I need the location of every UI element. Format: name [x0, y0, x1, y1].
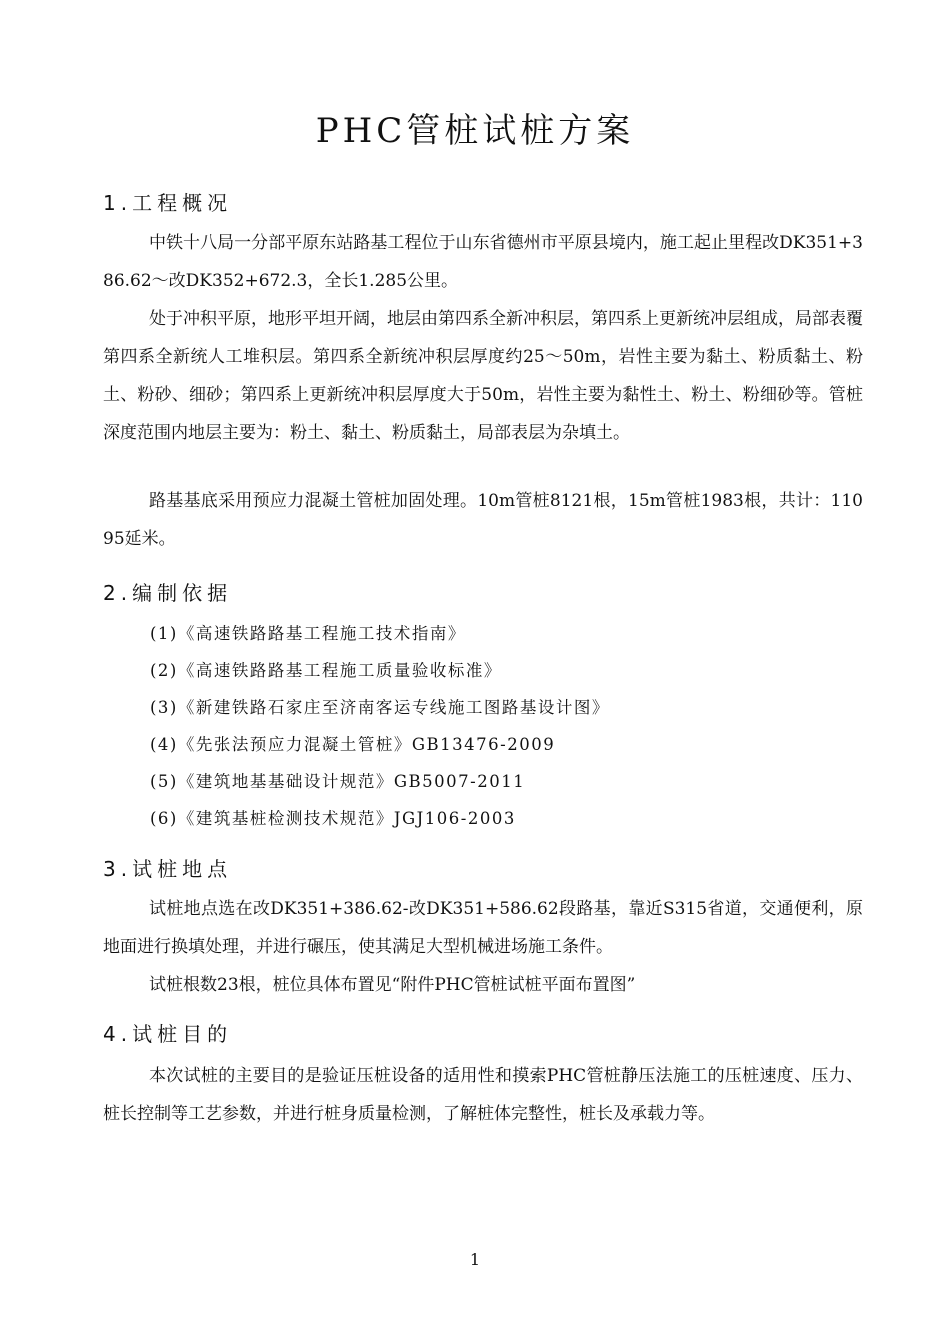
basis-list-item: (3)《新建铁路石家庄至济南客运专线施工图路基设计图》: [150, 698, 610, 717]
section-heading-location: 3.试桩地点: [103, 857, 233, 881]
paragraph-pile-count: 试桩根数23根，桩位具体布置见“附件PHC管桩试桩平面布置图”: [149, 975, 636, 995]
basis-list-item: (1)《高速铁路路基工程施工技术指南》: [150, 624, 466, 643]
basis-list-item: (4)《先张法预应力混凝土管桩》GB13476-2009: [150, 735, 556, 754]
section-heading-basis: 2.编制依据: [103, 581, 233, 605]
paragraph-project-location: 中铁十八局一分部平原东站路基工程位于山东省德州市平原县境内，施工起止里程改DK351+386.62～改DK352+672.3，全长1.285公里。: [103, 233, 863, 291]
page-number: 1: [469, 1250, 481, 1269]
section-heading-overview: 1.工程概况: [103, 191, 233, 215]
section-heading-purpose: 4.试桩目的: [103, 1022, 233, 1046]
basis-list-item: (5)《建筑地基基础设计规范》GB5007-2011: [150, 772, 526, 791]
basis-list-item: (2)《高速铁路路基工程施工质量验收标准》: [150, 661, 502, 680]
basis-list-item: (6)《建筑基桩检测技术规范》JGJ106-2003: [150, 809, 516, 828]
document-title: PHC管桩试桩方案: [315, 111, 635, 151]
paragraph-geology: 处于冲积平原，地形平坦开阔，地层由第四系全新冲积层，第四系上更新统冲层组成，局部表覆第四系全新统人工堆积层。第四系全新统冲积层厚度约25～50m，岩性主要为黏土、粉质黏土、粉土、粉砂、细砂；第四系上更新统冲积层厚度大于50m，岩性主要为黏性土、粉土、粉细砂等。管桩深度范围内地层主要为：粉土、黏土、粉质黏土，局部表层为杂填土。: [103, 309, 863, 443]
paragraph-test-purpose: 本次试桩的主要目的是验证压桩设备的适用性和摸索PHC管桩静压法施工的压桩速度、压力、桩长控制等工艺参数，并进行桩身质量检测，了解桩体完整性，桩长及承载力等。: [103, 1066, 863, 1124]
paragraph-test-site: 试桩地点选在改DK351+386.62-改DK351+586.62段路基，靠近S315省道，交通便利，原地面进行换填处理，并进行碾压，使其满足大型机械进场施工条件。: [103, 899, 863, 957]
paragraph-pile-quantity: 路基基底采用预应力混凝土管桩加固处理。10m管桩8121根，15m管桩1983根，共计：11095延米。: [103, 491, 863, 549]
